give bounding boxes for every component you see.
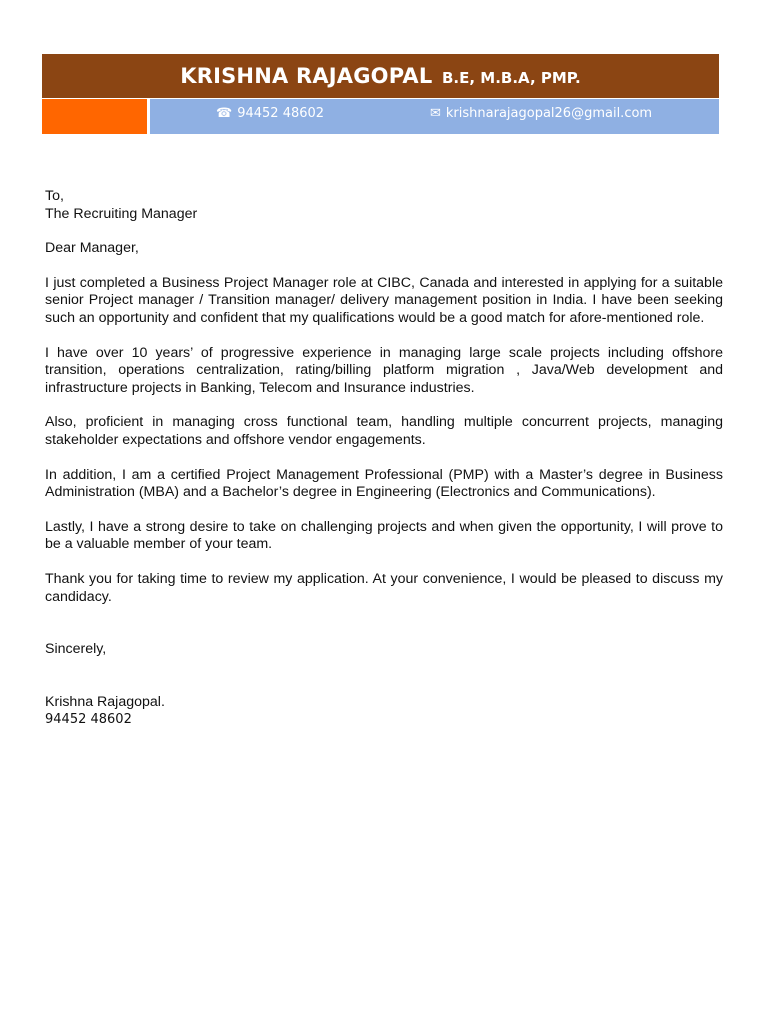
applicant-credentials: B.E, M.B.A, PMP. — [442, 69, 581, 87]
paragraph-3: Also, proficient in managing cross functional team, handling multiple concurrent projects, managing stakeholder expectations and offshore vendor engagements. — [45, 414, 723, 448]
salutation: Dear Manager, — [45, 240, 139, 257]
address-to: To, — [45, 188, 64, 204]
phone-icon: ☎ — [216, 106, 233, 121]
paragraph-1: I just completed a Business Project Manager role at CIBC, Canada and interested in applying for a suitable senior Project manager / Transition manager/ delivery management position in India. I have been seeking such an opportunity and confident that my qualifications would be a good match for afore-mentioned role. — [45, 274, 723, 326]
phone-number: 94452 48602 — [237, 106, 325, 121]
contact-email — [430, 99, 652, 129]
email-address: krishnarajagopal26@gmail.com — [445, 106, 653, 121]
signature-name: Krishna Rajagopal. — [45, 693, 165, 710]
signature-phone: 94452 48602 — [45, 712, 132, 728]
address-recipient: The Recruiting Manager — [45, 205, 198, 222]
paragraph-4: In addition, I am a certified Project Management Professional (PMP) with a Master’s degree in Business Administration (MBA) and a Bachelor’s degree in Engineering (Electronics and Communications). — [45, 466, 723, 501]
contact-phone — [216, 99, 324, 129]
contact-accent-block — [42, 99, 147, 134]
closing: Sincerely, — [45, 641, 107, 658]
paragraph-5: Lastly, I have a strong desire to take on challenging projects and when given the opportunity, I will prove to be a valuable member of your team. — [45, 518, 723, 553]
envelope-icon: ✉ — [430, 106, 441, 121]
letter-body — [45, 188, 723, 729]
applicant-name: KRISHNA RAJAGOPAL — [180, 64, 433, 88]
contact-bar — [150, 99, 719, 134]
paragraph-2: I have over 10 years’ of progressive experience in managing large scale projects including offshore transition, operations centralization, rating/billing platform migration , Java/Web development and infrastructure projects in Banking, Telecom and Insurance industries. — [45, 344, 723, 396]
name-header-bar — [42, 54, 719, 98]
paragraph-6: Thank you for taking time to review my application. At your convenience, I would be pleased to discuss my candidacy. — [45, 570, 723, 605]
